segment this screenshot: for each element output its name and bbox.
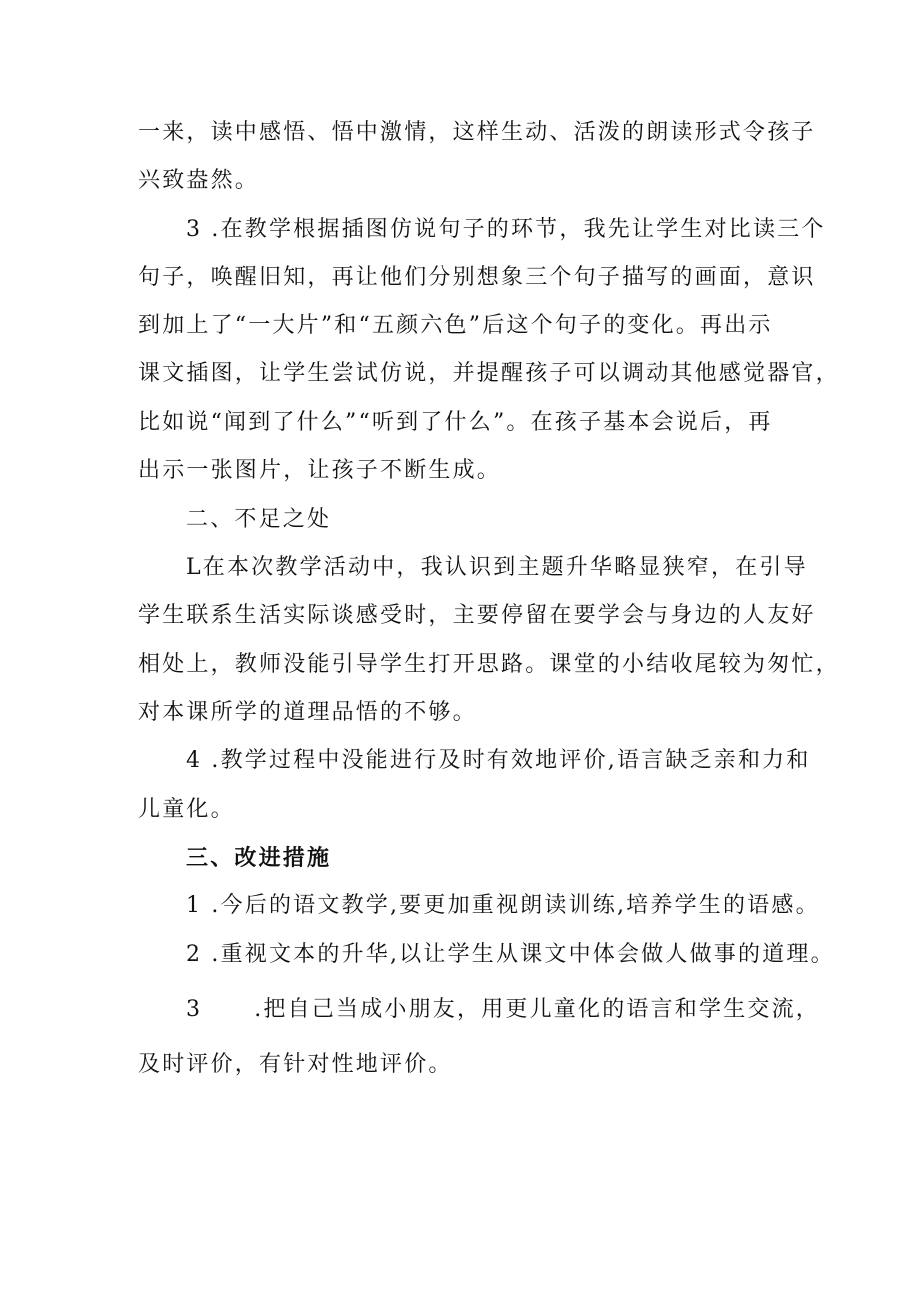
paragraph-line: 4 .教学过程中没能进行及时有效地评价,语言缺乏亲和力和 [186, 748, 811, 773]
section-heading: 二、不足之处 [186, 507, 332, 532]
paragraph-line: 儿童化。 [138, 797, 235, 822]
list-item: 1 .今后的语文教学,要更加重视朗读训练,培养学生的语感。 [186, 893, 820, 918]
list-item-text: .把自己当成小朋友，用更儿童化的语言和学生交流， [254, 997, 820, 1022]
paragraph-line: 课文插图，让学生尝试仿说，并提醒孩子可以调动其他感觉器官， [138, 361, 840, 386]
list-item: 2 .重视文本的升华,以让学生从课文中体会做人做事的道理。 [186, 942, 835, 967]
paragraph-line: 相处上，教师没能引导学生打开思路。课堂的小结收尾较为匆忙， [138, 652, 840, 677]
paragraph-line: 兴致盎然。 [138, 168, 260, 193]
paragraph-line: 一来，读中感悟、悟中激情，这样生动、活泼的朗读形式令孩子 [138, 120, 816, 145]
paragraph-line: 3 .在教学根据插图仿说句子的环节，我先让学生对比读三个 [186, 217, 826, 242]
paragraph-line: 出示一张图片，让孩子不断生成。 [138, 458, 502, 483]
paragraph-line: L在本次教学活动中，我认识到主题升华略显狭窄，在引导 [186, 555, 808, 580]
section-heading: 三、改进措施 [186, 845, 332, 871]
list-item [186, 995, 846, 1025]
paragraph-line: 到加上了“一大片”和“五颜六色”后这个句子的变化。再出示 [138, 313, 773, 338]
paragraph-line: 句子，唤醒旧知，再让他们分别想象三个句子描写的画面，意识 [138, 265, 816, 290]
list-item-number: 3 [186, 997, 203, 1022]
paragraph-line: 学生联系生活实际谈感受时，主要停留在要学会与身边的人友好 [138, 603, 816, 628]
paragraph-line: 比如说“闻到了什么”“听到了什么”。在孩子基本会说后，再 [138, 410, 773, 435]
paragraph-line: 对本课所学的道理品悟的不够。 [138, 700, 477, 725]
paragraph-line: 及时评价，有针对性地评价。 [138, 1052, 453, 1077]
